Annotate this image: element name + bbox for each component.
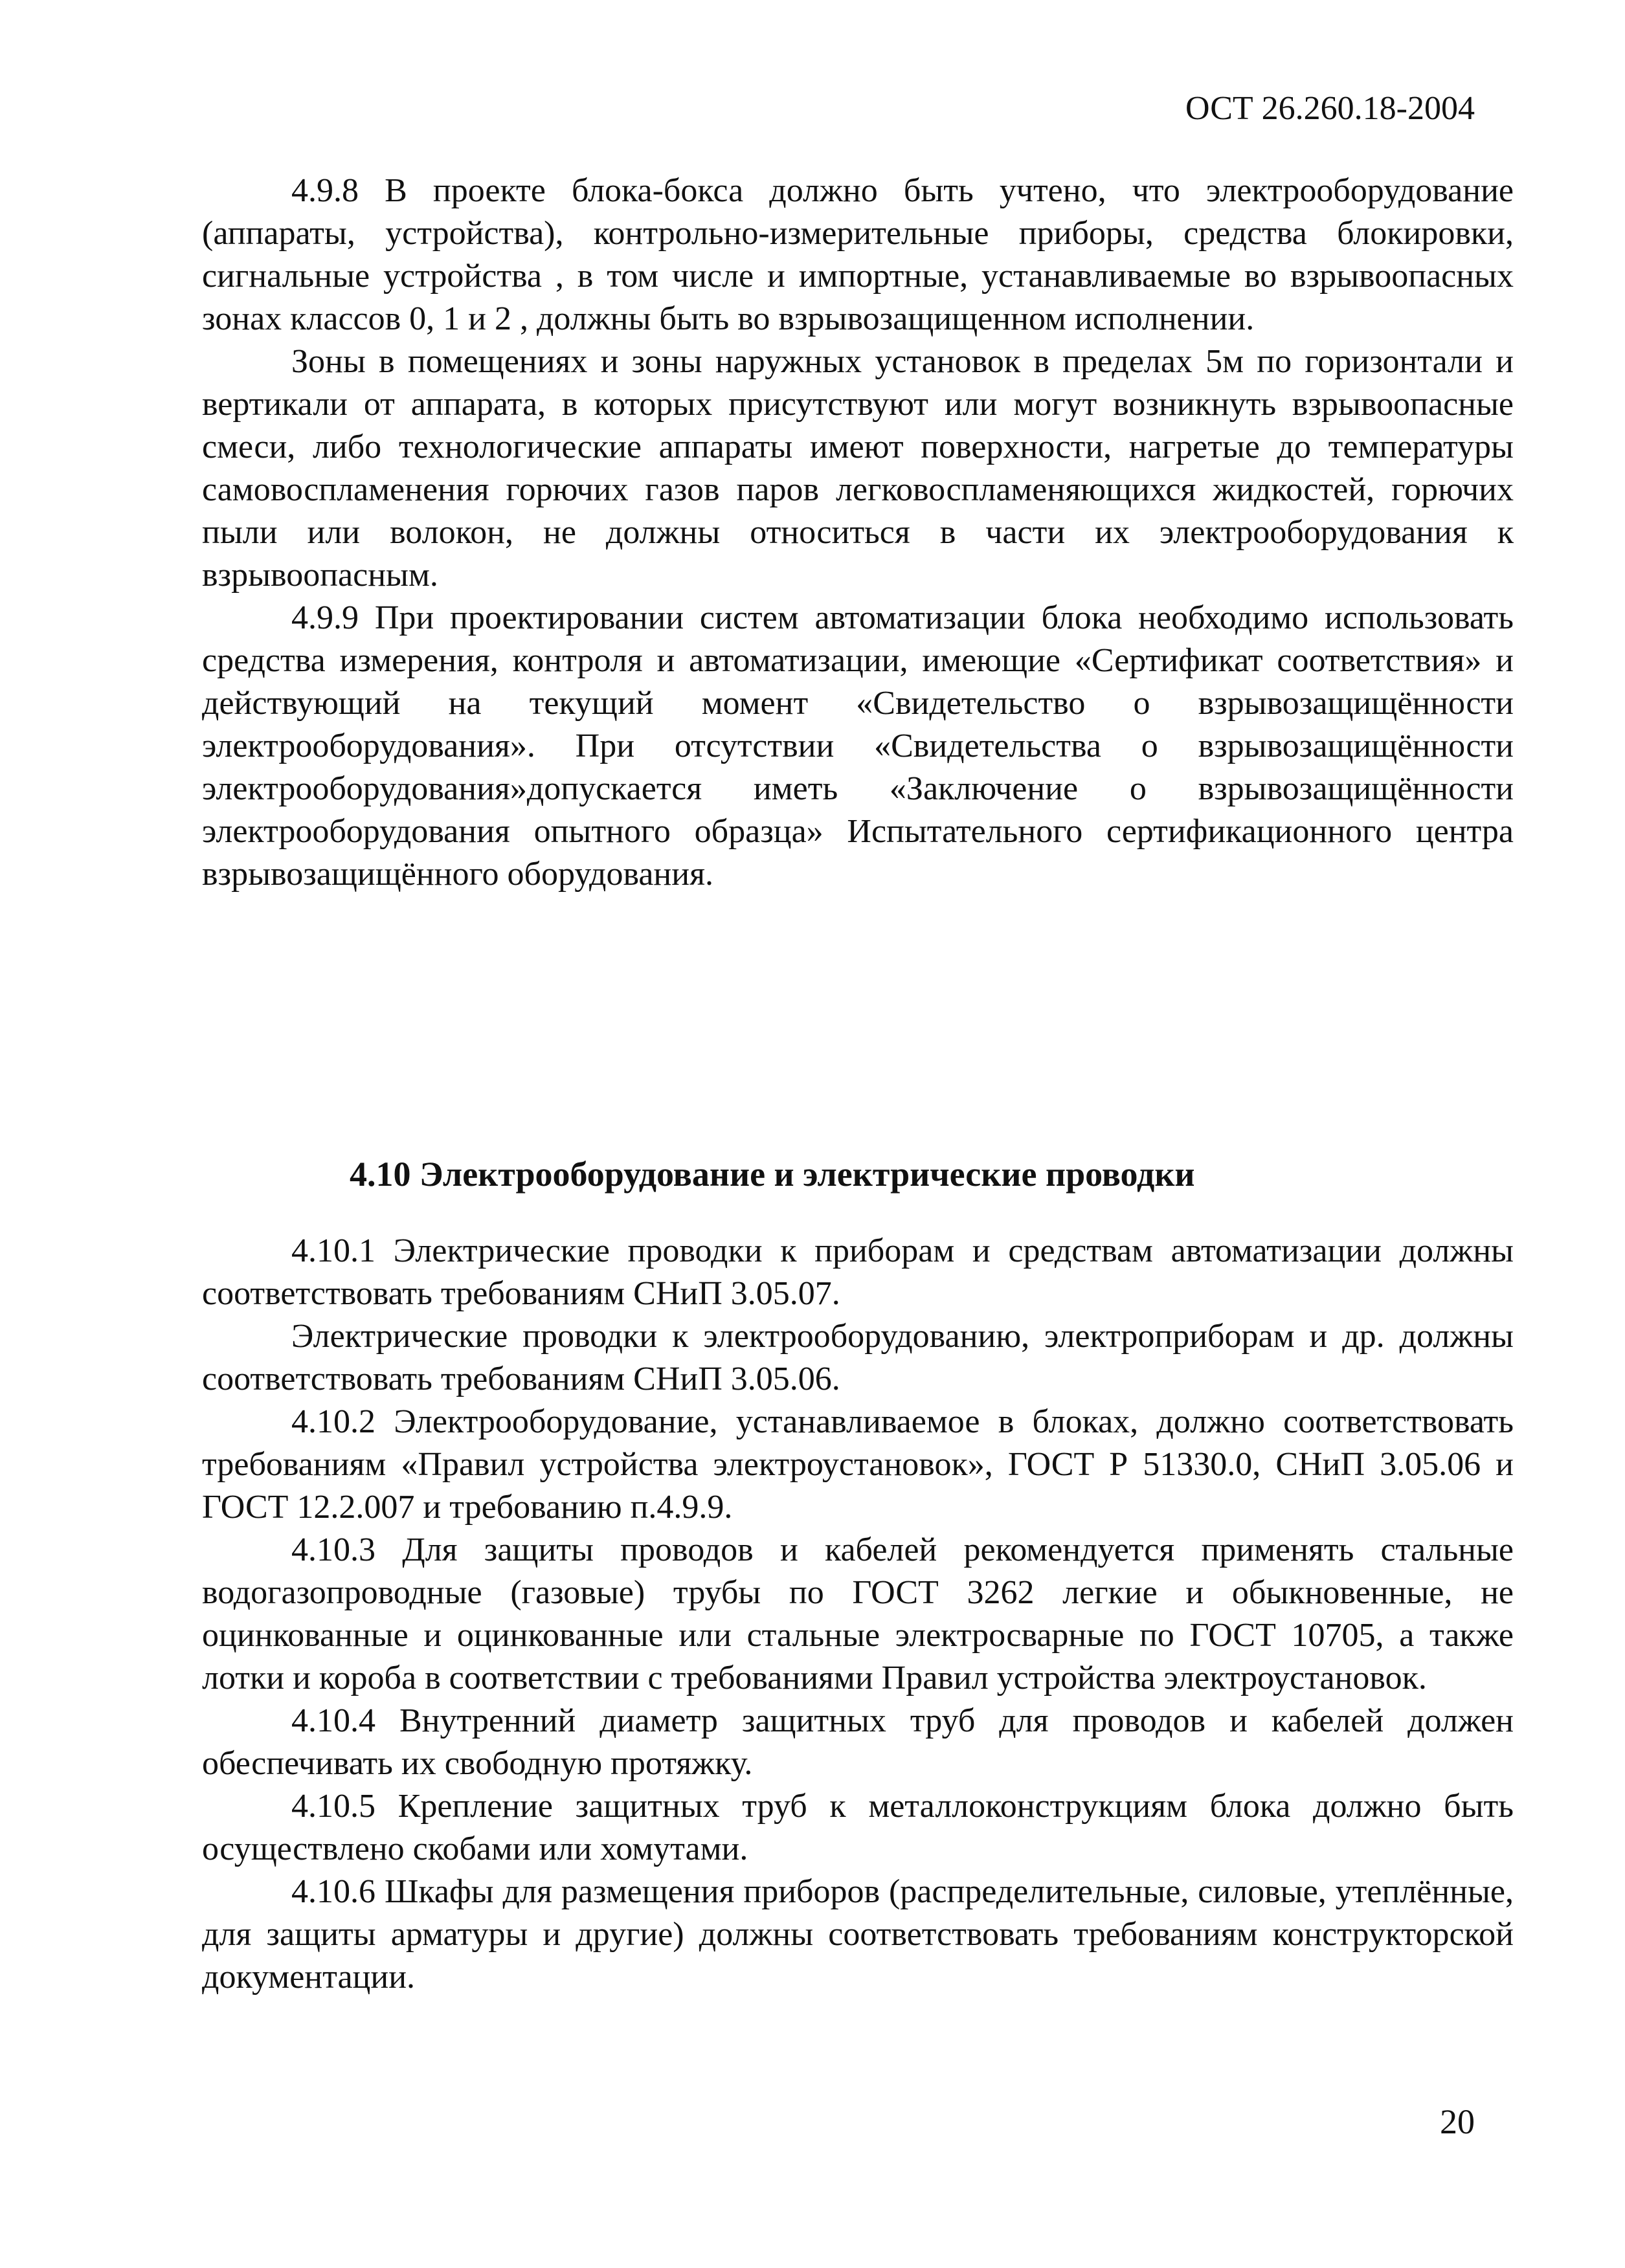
paragraph-4-10-4: 4.10.4 Внутренний диаметр защитных труб для проводов и кабелей должен обеспечивать их свободную протяжку. — [202, 1702, 1514, 1782]
section-4-9-body — [202, 170, 1514, 896]
paragraph-4-9-8: 4.9.8 В проекте блока-бокса должно быть учтено, что электрооборудование (аппараты, устройства), контрольно-измерительные приборы, средства блокировки, сигнальные устройства , в том числе и импортные, устанавливаемые во взрывоопасных зонах классов 0, 1 и 2 , должны быть во взрывозащищенном исполнении. — [202, 172, 1514, 337]
section-heading-4-10: 4.10 Электрооборудование и электрические проводки — [350, 1155, 1195, 1194]
paragraph-4-10-6: 4.10.6 Шкафы для размещения приборов (распределительные, силовые, утеплённые, для защиты арматуры и другие) должны соответствовать требованиям конструкторской документации. — [202, 1873, 1514, 1996]
paragraph-4-10-2: 4.10.2 Электрооборудование, устанавливаемое в блоках, должно соответствовать требованиям «Правил устройства электроустановок», ГОСТ Р 51330.0, СНиП 3.05.06 и ГОСТ 12.2.007 и требованию п.4.9.9. — [202, 1403, 1514, 1526]
document-code: ОСТ 26.260.18-2004 — [1185, 90, 1475, 127]
paragraph-4-10-5: 4.10.5 Крепление защитных труб к металлоконструкциям блока должно быть осуществлено скобами или хомутами. — [202, 1788, 1514, 1867]
section-4-10-body — [202, 1230, 1514, 1999]
page-number: 20 — [1440, 2102, 1475, 2141]
paragraph-electrical-wiring: Электрические проводки к электрооборудованию, электроприборам и др. должны соответствовать требованиям СНиП 3.05.06. — [202, 1318, 1514, 1397]
paragraph-4-9-9: 4.9.9 При проектировании систем автоматизации блока необходимо использовать средства измерения, контроля и автоматизации, имеющие «Сертификат соответствия» и действующий на текущий момент «Свидетельство о взрывозащищённости электрооборудования». При отсутствии «Свидетельства о взрывозащищённости электрооборудования»допускается иметь «Заключение о взрывозащищённости электрооборудования опытного образца» Испытательного сертификационного центра взрывозащищённого оборудования. — [202, 599, 1514, 893]
paragraph-zones: Зоны в помещениях и зоны наружных установок в пределах 5м по горизонтали и вертикали от аппарата, в которых присутствуют или могут возникнуть взрывоопасные смеси, либо технологические аппараты имеют поверхности, нагретые до температуры самовоспламенения горючих газов паров легковоспламеняющихся жидкостей, горючих пыли или волокон, не должны относиться в части их электрооборудования к взрывоопасным. — [202, 343, 1514, 594]
paragraph-4-10-1: 4.10.1 Электрические проводки к приборам и средствам автоматизации должны соответствовать требованиям СНиП 3.05.07. — [202, 1232, 1514, 1312]
paragraph-4-10-3: 4.10.3 Для защиты проводов и кабелей рекомендуется применять стальные водогазопроводные (газовые) трубы по ГОСТ 3262 легкие и обыкновенные, не оцинкованные и оцинкованные или стальные электросварные по ГОСТ 10705, а также лотки и короба в соответствии с требованиями Правил устройства электроустановок. — [202, 1531, 1514, 1696]
